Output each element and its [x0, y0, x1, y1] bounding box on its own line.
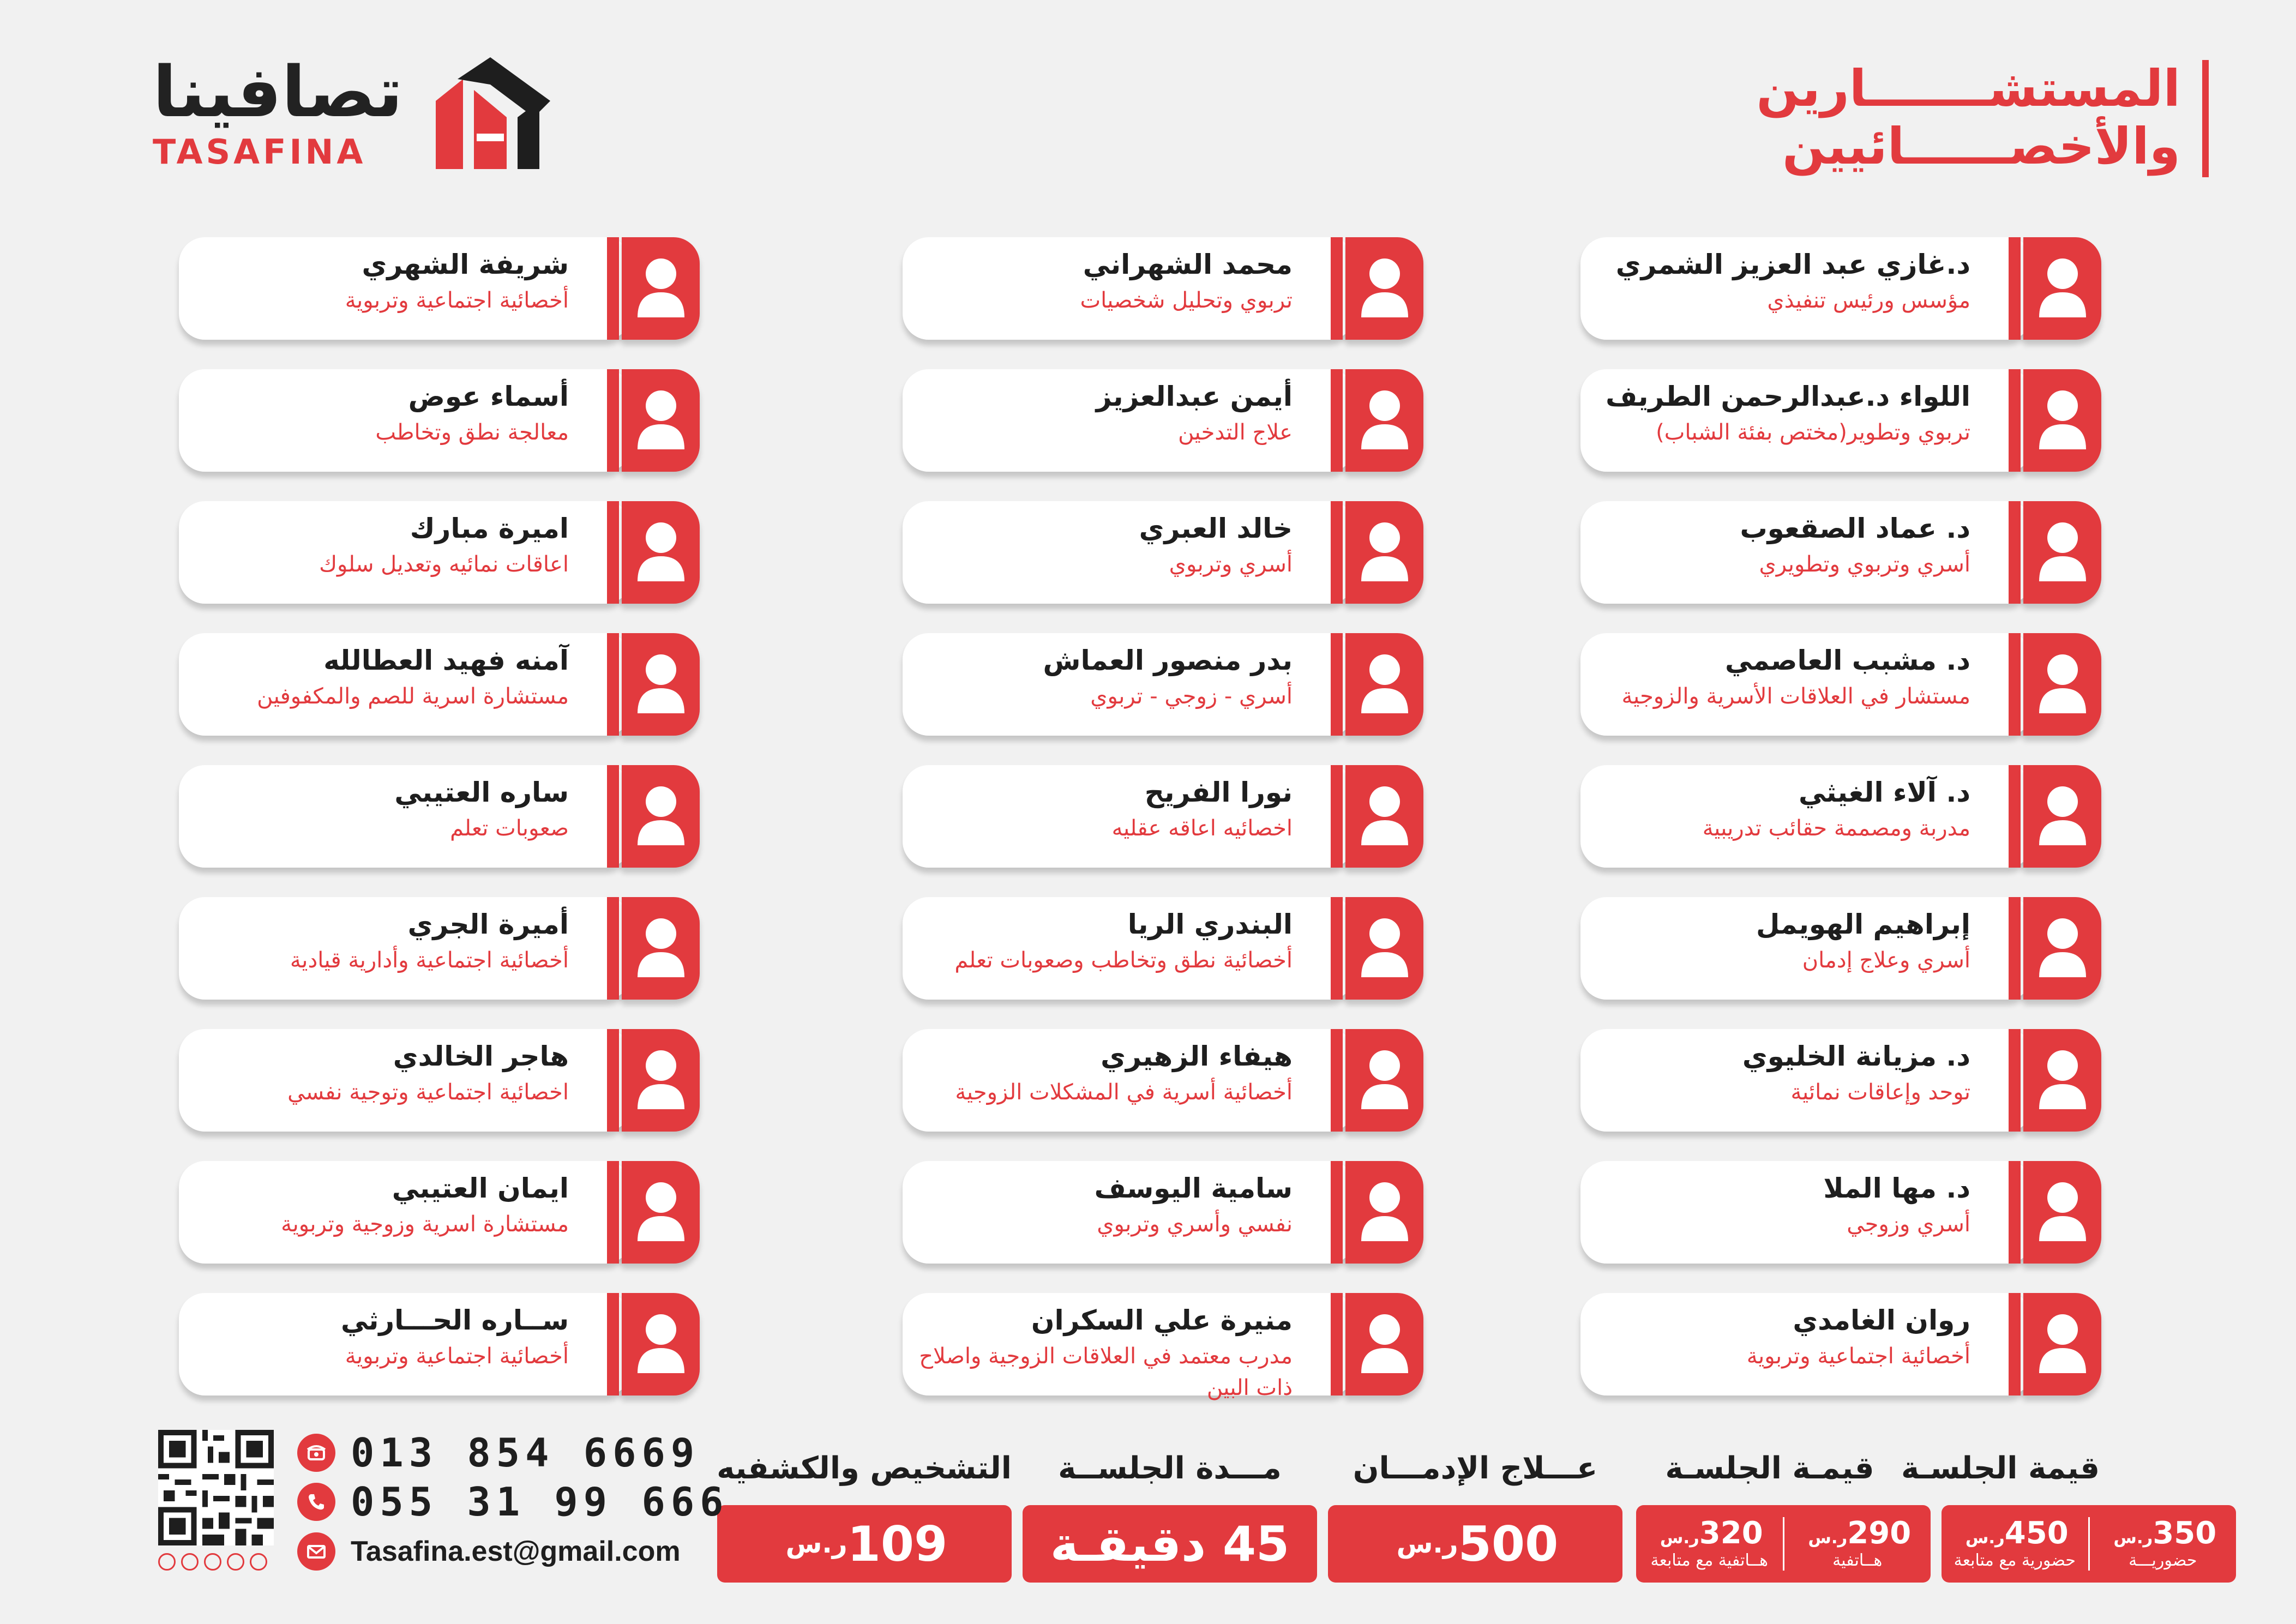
card-accent-stripe [2009, 501, 2021, 604]
consultant-card [903, 501, 1423, 606]
person-icon [638, 1049, 684, 1111]
mobile-number[interactable]: 055 31 99 666 [351, 1479, 729, 1525]
card-accent-stripe [607, 897, 619, 1000]
consultant-card [903, 1029, 1423, 1134]
card-accent-stripe [1331, 1029, 1343, 1132]
card-accent-stripe [1331, 1161, 1343, 1264]
card-accent-stripe [2009, 897, 2021, 1000]
consultant-name: ايمان العتيبي [392, 1172, 569, 1204]
avatar [1345, 1293, 1423, 1396]
avatar [2023, 633, 2101, 736]
consultant-name: ساره العتيبي [394, 777, 569, 808]
consultant-card [903, 1161, 1423, 1266]
session-in-person-box [1942, 1505, 2236, 1583]
consultant-name: د. مشبب العاصمي [1725, 645, 1970, 676]
avatar [2023, 897, 2101, 1000]
consultant-role: توحد وإعاقات نمائية [1790, 1080, 1970, 1105]
consultant-card [179, 633, 700, 738]
consultant-role: صعوبات تعلم [450, 816, 569, 841]
consultant-card [903, 369, 1423, 474]
card-accent-stripe [607, 633, 619, 736]
consultant-role: مستشارة اسرية وزوجية وتربوية [281, 1212, 569, 1237]
person-icon [2039, 653, 2086, 715]
consultant-name: آمنه فهيد العطالله [323, 645, 569, 676]
avatar [1345, 237, 1423, 340]
person-icon [2039, 1049, 2086, 1111]
card-accent-stripe [2009, 369, 2021, 472]
consultant-role: أخصائية اجتماعية وتربوية [345, 1344, 569, 1369]
phone-number[interactable]: 013 854 6669 [351, 1430, 700, 1476]
consultant-role: معالجة نطق وتخاطب [375, 420, 569, 445]
currency-symbol: ر.س [2113, 1527, 2153, 1548]
brand-name-english: TASAFINA [153, 131, 366, 172]
avatar [622, 1161, 700, 1264]
consultant-card [179, 765, 700, 870]
person-icon [2039, 1181, 2086, 1243]
title-line-1: المستشـــــــارين [1756, 59, 2180, 118]
consultant-card [1580, 897, 2101, 1002]
diagnosis-price: 109 [847, 1515, 948, 1572]
phone-price: 290 [1847, 1515, 1912, 1551]
person-icon [2039, 1313, 2086, 1375]
x-twitter-icon[interactable] [181, 1553, 199, 1571]
currency-symbol: ر.س [1660, 1527, 1699, 1548]
person-icon [2039, 521, 2086, 584]
consultant-name: د. مها الملا [1823, 1172, 1970, 1204]
person-icon [1361, 1181, 1408, 1243]
card-accent-stripe [1331, 369, 1343, 472]
card-accent-stripe [1331, 237, 1343, 340]
consultant-name: سامية اليوسف [1094, 1172, 1293, 1204]
consultant-role: أخصائية اجتماعية وتربوية [1746, 1344, 1970, 1369]
consultant-card [1580, 369, 2101, 474]
consultant-card [1580, 501, 2101, 606]
person-icon [2039, 785, 2086, 847]
brand-name-arabic: تصافينا [153, 51, 403, 133]
consultant-card [179, 501, 700, 606]
addiction-price: 500 [1458, 1515, 1559, 1572]
currency-symbol: ر.س [1808, 1527, 1848, 1548]
session-phone-box [1636, 1505, 1931, 1583]
qr-code[interactable] [158, 1430, 274, 1545]
avatar [622, 897, 700, 1000]
consultant-name: بدر منصور العماش [1043, 645, 1293, 676]
person-icon [2039, 917, 2086, 979]
page-title-block [1756, 60, 2209, 177]
avatar [2023, 1029, 2101, 1132]
avatar [1345, 501, 1423, 604]
email-address[interactable]: Tasafina.est@gmail.com [351, 1536, 681, 1567]
consultant-role: أسري وعلاج إدمان [1802, 948, 1970, 973]
person-icon [1361, 653, 1408, 715]
avatar [622, 369, 700, 472]
person-icon [2039, 257, 2086, 320]
person-icon [1361, 917, 1408, 979]
person-icon [638, 917, 684, 979]
consultant-role: مستشارة اسرية للصم والمكفوفين [257, 684, 569, 709]
consultant-card [179, 1029, 700, 1134]
duration-label: مـــدة الجلســة [1058, 1451, 1282, 1486]
consultant-role: أخصائية اجتماعية وتربوية [345, 288, 569, 313]
in-person-price: 350 [2153, 1515, 2217, 1551]
person-icon [638, 389, 684, 452]
consultant-name: إبراهيم الهويمل [1756, 909, 1970, 940]
in-person-sub: حضوريـــة [2129, 1551, 2197, 1571]
phone-sub: هــاتفية [1832, 1551, 1883, 1571]
duration-box [1023, 1505, 1317, 1583]
session-phone-label: قيمـة الجلسـة [1665, 1451, 1874, 1486]
consultant-role: أخصائية أسرية في المشكلات الزوجية [955, 1080, 1293, 1105]
consultant-name: محمد الشهراني [1083, 249, 1293, 280]
person-icon [638, 257, 684, 320]
consultant-card [1580, 237, 2101, 342]
snapchat-icon[interactable] [204, 1553, 221, 1571]
consultant-name: هيفاء الزهيري [1101, 1040, 1293, 1072]
phone-followup-price: 320 [1699, 1515, 1763, 1551]
card-accent-stripe [2009, 765, 2021, 868]
avatar [622, 501, 700, 604]
consultant-role: تربوي وتحليل شخصيات [1080, 288, 1293, 313]
consultant-card [179, 1161, 700, 1266]
consultant-name: هاجر الخالدي [393, 1040, 569, 1072]
consultant-name: روان الغامدي [1793, 1304, 1970, 1336]
consultant-card [1580, 1293, 2101, 1398]
card-accent-stripe [607, 765, 619, 868]
consultant-card [903, 765, 1423, 870]
consultant-role: مؤسس ورئيس تنفيذي [1767, 288, 1970, 313]
mobile-icon [297, 1483, 335, 1521]
consultant-card [179, 237, 700, 342]
consultant-card [1580, 1029, 2101, 1134]
whatsapp-icon[interactable] [250, 1553, 267, 1571]
title-line-2: والأخصــــــائيين [1782, 117, 2180, 176]
consultant-card [179, 1293, 700, 1398]
consultant-role: أسري وتربوي [1169, 552, 1293, 577]
consultant-name: ســاره الحـــارثي [341, 1304, 569, 1336]
page-title [1756, 60, 2180, 176]
card-accent-stripe [607, 1293, 619, 1396]
consultant-role: أخصائية نطق وتخاطب وصعوبات تعلم [954, 948, 1293, 973]
card-accent-stripe [607, 237, 619, 340]
in-person-followup-sub: حضورية مع متابعة [1954, 1551, 2076, 1571]
currency-symbol: ر.س [1965, 1527, 2005, 1548]
house-logo-icon [425, 57, 550, 172]
person-icon [1361, 1313, 1408, 1375]
consultant-role: علاج التدخين [1178, 420, 1293, 445]
consultant-name: أسماء عوض [408, 381, 569, 412]
consultant-role: مدربة ومصممة حقائب تدريبية [1702, 816, 1970, 841]
brand-logo [153, 51, 550, 172]
consultant-name: البندري الريا [1127, 909, 1293, 940]
consultant-name: أيمن عبدالعزيز [1096, 381, 1293, 412]
card-accent-stripe [2009, 1161, 2021, 1264]
consultant-name: خالد العبري [1139, 513, 1293, 544]
avatar [622, 1293, 700, 1396]
consultant-card [903, 1293, 1423, 1398]
card-accent-stripe [1331, 1293, 1343, 1396]
consultant-card [179, 369, 700, 474]
card-accent-stripe [607, 1029, 619, 1132]
avatar [2023, 237, 2101, 340]
addiction-price-box [1328, 1505, 1622, 1583]
person-icon [1361, 785, 1408, 847]
consultant-name: د. آلاء الغيثي [1799, 777, 1970, 808]
person-icon [638, 521, 684, 584]
in-person-followup-price: 450 [2004, 1515, 2069, 1551]
avatar [2023, 501, 2101, 604]
avatar [622, 1029, 700, 1132]
consultant-card [1580, 765, 2101, 870]
addiction-label: عـــلاج الإدمـــان [1353, 1451, 1598, 1486]
card-accent-stripe [1331, 897, 1343, 1000]
consultant-role: أسري - زوجي - تربوي [1090, 684, 1293, 709]
card-accent-stripe [607, 1161, 619, 1264]
currency-symbol: ر.س [785, 1529, 848, 1559]
consultant-name: د. عماد الصقعوب [1740, 513, 1970, 544]
avatar [2023, 369, 2101, 472]
avatar [1345, 1161, 1423, 1264]
consultant-name: شريفة الشهري [362, 249, 569, 280]
consultant-name: منيرة علي السكران [1031, 1304, 1293, 1336]
person-icon [1361, 521, 1408, 584]
person-icon [638, 653, 684, 715]
currency-symbol: ر.س [1396, 1529, 1458, 1559]
title-accent-bar [2202, 60, 2209, 177]
card-accent-stripe [607, 369, 619, 472]
consultant-role: أسري وزوجي [1847, 1212, 1970, 1237]
person-icon [1361, 257, 1408, 320]
avatar [622, 765, 700, 868]
email-icon [297, 1532, 335, 1571]
card-accent-stripe [1331, 501, 1343, 604]
card-accent-stripe [1331, 633, 1343, 736]
avatar [2023, 1293, 2101, 1396]
consultant-card [903, 633, 1423, 738]
consultant-name: اميرة مبارك [410, 513, 569, 544]
consultant-name: نورا الفريح [1144, 777, 1293, 808]
consultant-role: تربوي وتطوير(مختص بفئة الشباب) [1656, 420, 1970, 445]
avatar [1345, 897, 1423, 1000]
card-accent-stripe [2009, 1029, 2021, 1132]
card-accent-stripe [2009, 633, 2021, 736]
consultant-role: اخصائيه اعاقه عقليه [1111, 816, 1293, 841]
consultant-card [903, 237, 1423, 342]
consultant-role: نفسي وأسري وتربوي [1097, 1212, 1293, 1237]
avatar [2023, 1161, 2101, 1264]
person-icon [1361, 1049, 1408, 1111]
diagnosis-label: التشخيص والكشفيه [717, 1451, 1012, 1486]
consultant-role: أسري وتربوي وتطويري [1759, 552, 1970, 577]
social-icons [158, 1553, 267, 1571]
card-accent-stripe [1331, 765, 1343, 868]
consultant-role: اعاقات نمائيه وتعديل سلوك [319, 552, 569, 577]
phone-followup-sub: هــاتفية مع متابعة [1650, 1551, 1768, 1571]
consultant-role: أخصائية اجتماعية وأدارية قيادية [290, 948, 569, 973]
session-in-person-label: قيمة الجلسـة [1901, 1451, 2100, 1486]
session-duration: 45 دقيقـة [1050, 1515, 1290, 1572]
person-icon [638, 1313, 684, 1375]
avatar [1345, 633, 1423, 736]
consultant-name: اللواء د.عبدالرحمن الطريف [1606, 381, 1970, 412]
person-icon [638, 1181, 684, 1243]
instagram-icon[interactable] [158, 1553, 176, 1571]
person-icon [638, 785, 684, 847]
avatar [1345, 765, 1423, 868]
card-accent-stripe [2009, 237, 2021, 340]
consultant-name: أميرة الجري [407, 909, 569, 940]
consultant-card [1580, 633, 2101, 738]
avatar [1345, 369, 1423, 472]
consultant-card [903, 897, 1423, 1002]
consultant-name: د.غازي عبد العزيز الشمري [1615, 249, 1970, 280]
phone-contact-row [297, 1430, 700, 1476]
consultant-role: اخصائية اجتماعية وتوجية نفسي [287, 1080, 569, 1105]
consultant-role: مستشار في العلاقات الأسرية والزوجية [1621, 684, 1970, 709]
diagnosis-price-box [717, 1505, 1012, 1583]
consultant-card [179, 897, 700, 1002]
card-accent-stripe [607, 501, 619, 604]
consultant-role: مدرب معتمد في العلاقات الزوجية واصلاح ذات البين [919, 1344, 1293, 1400]
card-accent-stripe [2009, 1293, 2021, 1396]
email-contact-row [297, 1532, 681, 1571]
person-icon [1361, 389, 1408, 452]
consultant-name: د. مزيانة الخليوي [1742, 1040, 1970, 1072]
mobile-contact-row [297, 1479, 729, 1525]
avatar [622, 237, 700, 340]
avatar [1345, 1029, 1423, 1132]
consultant-card [1580, 1161, 2101, 1266]
avatar [2023, 765, 2101, 868]
avatar [622, 633, 700, 736]
person-icon [2039, 389, 2086, 452]
phone-icon [297, 1434, 335, 1472]
tiktok-icon[interactable] [227, 1553, 244, 1571]
